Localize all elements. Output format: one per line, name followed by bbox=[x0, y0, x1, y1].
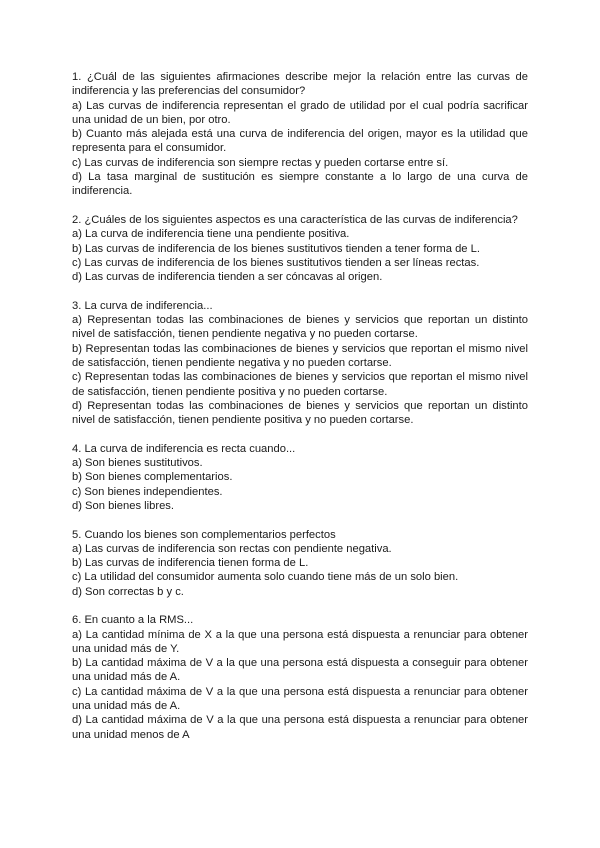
question-3 bbox=[72, 299, 528, 428]
option-b: b) Son bienes complementarios. bbox=[72, 471, 233, 484]
option-d: d) Son correctas b y c. bbox=[72, 585, 184, 598]
question-6 bbox=[72, 613, 528, 742]
option-b: b) Cuanto más alejada está una curva de indiferencia del origen, mayor es la utilidad que representa para el consumidor. bbox=[72, 128, 528, 155]
option-d: d) Las curvas de indiferencia tienden a ser cóncavas al origen. bbox=[72, 271, 383, 284]
question-text: 3. La curva de indiferencia... bbox=[72, 299, 213, 312]
option-b: b) Las curvas de indiferencia tienen forma de L. bbox=[72, 557, 309, 570]
question-4 bbox=[72, 442, 528, 513]
option-a: a) Representan todas las combinaciones de bienes y servicios que reportan un distinto nivel de satisfacción, tienen pendiente negativa y no pueden cortarse. bbox=[72, 314, 528, 341]
question-5 bbox=[72, 528, 528, 599]
question-text: 4. La curva de indiferencia es recta cuando... bbox=[72, 442, 296, 455]
question-text: 5. Cuando los bienes son complementarios perfectos bbox=[72, 528, 336, 541]
option-c: c) Representan todas las combinaciones de bienes y servicios que reportan el mismo nivel de satisfacción, tienen pendiente positiva y no pueden cortarse. bbox=[72, 371, 528, 398]
option-b: b) Las curvas de indiferencia de los bienes sustitutivos tienden a tener forma de L. bbox=[72, 242, 480, 255]
option-d: d) Son bienes libres. bbox=[72, 499, 174, 512]
option-d: d) La tasa marginal de sustitución es siempre constante a lo largo de una curva de indiferencia. bbox=[72, 171, 528, 198]
document-page bbox=[72, 70, 528, 756]
option-b: b) La cantidad máxima de V a la que una persona está dispuesta a conseguir para obtener una unidad más de A. bbox=[72, 657, 528, 684]
option-a: a) La cantidad mínima de X a la que una persona está dispuesta a renunciar para obtener una unidad más de Y. bbox=[72, 628, 528, 655]
option-c: c) La cantidad máxima de V a la que una persona está dispuesta a renunciar para obtener una unidad más de A. bbox=[72, 685, 528, 713]
option-a: a) Son bienes sustitutivos. bbox=[72, 457, 203, 470]
option-b: b) Representan todas las combinaciones de bienes y servicios que reportan el mismo nivel de satisfacción, tienen pendiente negativa y no pueden cortarse. bbox=[72, 342, 528, 369]
option-c: c) Las curvas de indiferencia son siempre rectas y pueden cortarse entre sí. bbox=[72, 156, 449, 169]
option-c: c) La utilidad del consumidor aumenta solo cuando tiene más de un solo bien. bbox=[72, 571, 459, 584]
option-c: c) Son bienes independientes. bbox=[72, 485, 223, 498]
question-1 bbox=[72, 70, 528, 199]
option-a: a) Las curvas de indiferencia son rectas con pendiente negativa. bbox=[72, 542, 392, 555]
question-text: 2. ¿Cuáles de los siguientes aspectos es una característica de las curvas de indiferencia? bbox=[72, 213, 518, 226]
option-a: a) La curva de indiferencia tiene una pendiente positiva. bbox=[72, 228, 350, 241]
question-text: 6. En cuanto a la RMS... bbox=[72, 614, 194, 627]
option-c: c) Las curvas de indiferencia de los bienes sustitutivos tienden a ser líneas rectas. bbox=[72, 256, 480, 269]
option-a: a) Las curvas de indiferencia representan el grado de utilidad por el cual podría sacrificar una unidad de un bien, por otro. bbox=[72, 99, 528, 126]
option-d: d) Representan todas las combinaciones de bienes y servicios que reportan un distinto nivel de satisfacción, tienen pendiente positiva y no pueden cortarse. bbox=[72, 399, 528, 427]
question-text: 1. ¿Cuál de las siguientes afirmaciones describe mejor la relación entre las curvas de indiferencia y las preferencias del consumidor? bbox=[72, 71, 528, 98]
option-d: d) La cantidad máxima de V a la que una persona está dispuesta a renunciar para obtener una unidad menos de A bbox=[72, 714, 528, 741]
question-2 bbox=[72, 213, 528, 284]
